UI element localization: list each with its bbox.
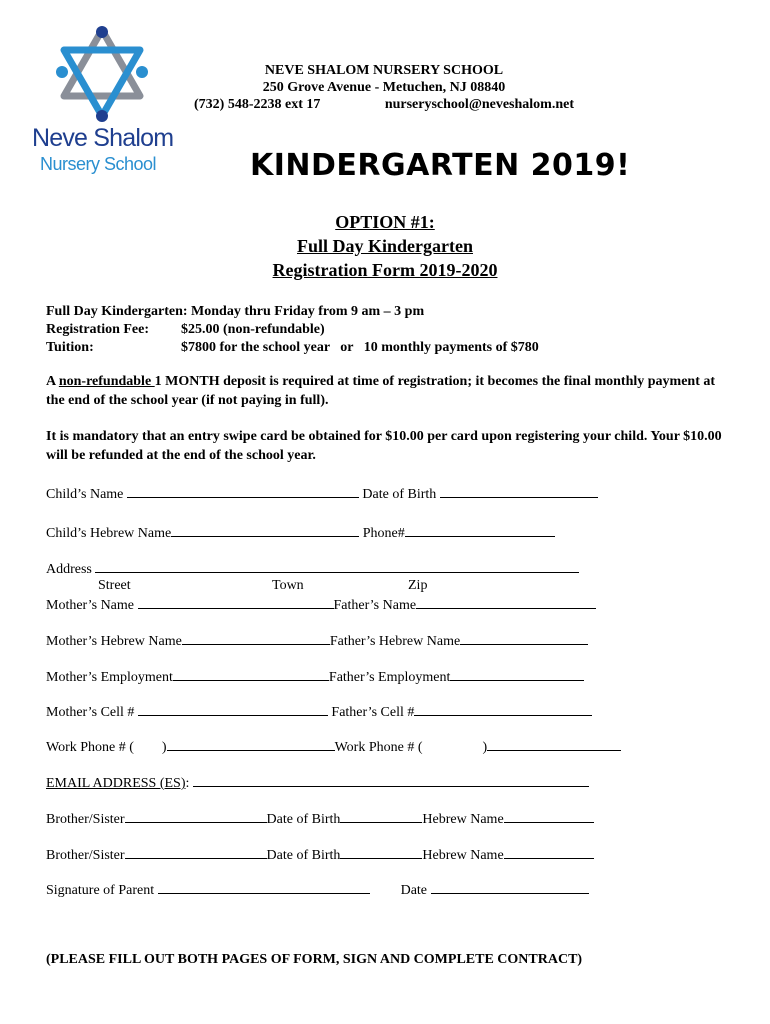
signature-row	[46, 880, 589, 900]
sibling-2-hebrew-label: Hebrew Name	[422, 848, 504, 863]
logo-subtitle: Nursery School	[40, 154, 157, 174]
childs-hebrew-name-label: Child’s Hebrew Name	[46, 526, 172, 541]
child-dob-input[interactable]	[440, 484, 598, 498]
fathers-cell-input[interactable]	[414, 702, 592, 716]
zip-caption: Zip	[408, 578, 428, 593]
sibling-2-label: Brother/Sister	[46, 848, 125, 863]
child-name-row	[46, 484, 598, 504]
schedule-line: Full Day Kindergarten: Monday thru Friday from 9 am – 3 pm	[46, 304, 425, 319]
sibling-row-1	[46, 809, 594, 829]
mothers-hebrew-name-input[interactable]	[182, 631, 330, 645]
email-address-input[interactable]	[193, 773, 589, 787]
fathers-name-input[interactable]	[416, 595, 596, 609]
option-form-title: Registration Form 2019-2020	[272, 260, 498, 280]
mothers-employment-input[interactable]	[173, 667, 329, 681]
parent-cell-row	[46, 702, 592, 722]
sibling-1-input[interactable]	[125, 809, 267, 823]
sibling-1-hebrew-input[interactable]	[504, 809, 594, 823]
footer-instructions: (PLEASE FILL OUT BOTH PAGES OF FORM, SIGN AND COMPLETE CONTRACT)	[46, 952, 583, 967]
father-work-phone-input[interactable]	[487, 737, 621, 751]
mothers-hebrew-name-label: Mother’s Hebrew Name	[46, 634, 182, 649]
childs-name-label: Child’s Name	[46, 487, 124, 502]
phone-label: Phone#	[362, 526, 405, 541]
work-phone-row: Work Phone # ( ) Work Phone # ( )	[46, 737, 621, 757]
logo-name: Neve Shalom	[32, 124, 174, 152]
sibling-1-hebrew-label: Hebrew Name	[422, 812, 504, 827]
signature-label: Signature of Parent	[46, 883, 155, 898]
fathers-hebrew-name-input[interactable]	[460, 631, 588, 645]
signature-input[interactable]	[158, 880, 370, 894]
father-work-phone-label: Work Phone # (	[334, 740, 423, 755]
sibling-1-dob-input[interactable]	[340, 809, 422, 823]
swipe-card-notice: It is mandatory that an entry swipe card be obtained for $10.00 per card upon registering your child. Your $10.00 will be refunded at the end of the school year.	[46, 429, 722, 463]
phone-input[interactable]	[405, 523, 555, 537]
street-caption: Street	[98, 578, 131, 593]
tuition-value: $7800 for the school year or 10 monthly payments of $780	[181, 340, 539, 355]
town-caption: Town	[272, 578, 304, 593]
deposit-underlined: non-refundable	[58, 374, 155, 389]
sibling-2-hebrew-input[interactable]	[504, 845, 594, 859]
tuition-label: Tuition:	[46, 340, 94, 355]
sibling-1-dob-label: Date of Birth	[266, 812, 341, 827]
tuition-line	[46, 339, 539, 357]
address-input[interactable]	[95, 559, 579, 573]
option-program: Full Day Kindergarten	[297, 236, 473, 256]
sibling-1-label: Brother/Sister	[46, 812, 125, 827]
address-row	[46, 559, 579, 579]
option-heading	[150, 210, 620, 282]
option-number: OPTION #1:	[335, 212, 435, 232]
mother-work-phone-label: Work Phone # (	[46, 740, 134, 755]
fathers-employment-label: Father’s Employment	[328, 670, 451, 685]
deposit-rest: 1 MONTH deposit is required at time of registration; it becomes the final monthly payment at the end of the school year (if not paying in full).	[46, 374, 716, 408]
signature-date-label: Date	[400, 883, 428, 898]
email-address-label: EMAIL ADDRESS (ES)	[46, 776, 186, 791]
child-hebrew-row	[46, 523, 555, 543]
mothers-name-input[interactable]	[138, 595, 334, 609]
sibling-2-dob-input[interactable]	[340, 845, 422, 859]
program-info	[46, 303, 539, 357]
page-title: KINDERGARTEN 2019!	[250, 148, 631, 183]
parent-name-row	[46, 595, 596, 615]
fee-label: Registration Fee:	[46, 322, 150, 337]
fathers-cell-label: Father’s Cell #	[331, 705, 415, 720]
childs-name-input[interactable]	[127, 484, 359, 498]
parent-hebrew-row	[46, 631, 588, 651]
school-address: 250 Grove Avenue - Metuchen, NJ 08840	[262, 80, 506, 95]
fee-line	[46, 321, 539, 339]
fathers-employment-input[interactable]	[450, 667, 584, 681]
sibling-2-dob-label: Date of Birth	[266, 848, 341, 863]
sibling-2-input[interactable]	[125, 845, 267, 859]
mothers-cell-input[interactable]	[138, 702, 328, 716]
parent-employment-row	[46, 667, 584, 687]
child-dob-label: Date of Birth	[362, 487, 437, 502]
sibling-row-2	[46, 845, 594, 865]
school-phone: (732) 548-2238 ext 17	[194, 97, 321, 112]
mother-work-phone-input[interactable]	[167, 737, 335, 751]
school-email: nurseryschool@neveshalom.net	[384, 97, 574, 112]
star-of-david-icon	[54, 24, 150, 122]
fathers-name-label: Father’s Name	[333, 598, 417, 613]
address-label: Address	[46, 562, 92, 577]
mothers-cell-label: Mother’s Cell #	[46, 705, 135, 720]
mothers-name-label: Mother’s Name	[46, 598, 134, 613]
email-row: EMAIL ADDRESS (ES):	[46, 773, 589, 793]
fathers-hebrew-name-label: Father’s Hebrew Name	[329, 634, 461, 649]
signature-date-input[interactable]	[431, 880, 589, 894]
school-name: NEVE SHALOM NURSERY SCHOOL	[264, 63, 504, 78]
deposit-prefix: A	[46, 374, 59, 389]
mothers-employment-label: Mother’s Employment	[46, 670, 173, 685]
school-header	[190, 62, 578, 113]
fee-value: $25.00 (non-refundable)	[181, 322, 325, 337]
childs-hebrew-name-input[interactable]	[171, 523, 359, 537]
school-contact	[190, 96, 578, 113]
deposit-notice	[46, 372, 736, 410]
